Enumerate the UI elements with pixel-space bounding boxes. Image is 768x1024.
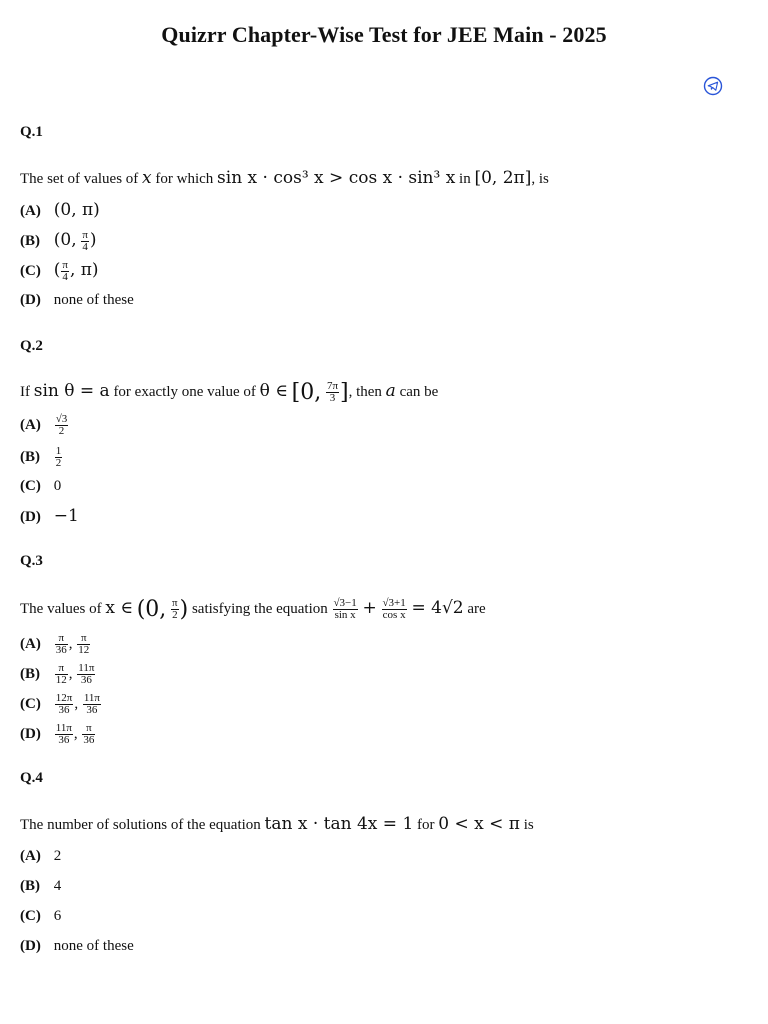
fraction-numerator: √3: [55, 413, 68, 425]
option-math-tail: , π): [69, 260, 99, 280]
stem-text: The set of values of: [20, 171, 139, 187]
option-text: 4: [53, 878, 62, 894]
fraction-numerator: √3+1: [382, 597, 406, 609]
fraction: [382, 598, 407, 621]
option-text: none of these: [53, 292, 134, 308]
option-b[interactable]: [20, 878, 61, 895]
option-label: (A): [20, 416, 41, 433]
fraction-denominator: 2: [172, 609, 178, 621]
equation-plus: +: [362, 597, 377, 618]
question-stem: [20, 597, 486, 622]
option-d[interactable]: [20, 506, 79, 526]
fraction-denominator: 36: [58, 704, 70, 716]
fraction-denominator: 12: [78, 644, 90, 656]
fraction-denominator: 4: [62, 271, 68, 284]
fraction: [55, 414, 69, 437]
stem-text: for which: [155, 171, 214, 187]
stem-text: is: [523, 817, 534, 833]
option-math: (0, π): [53, 200, 100, 220]
fraction-denominator: 36: [80, 674, 92, 686]
fraction-numerator: π: [172, 597, 178, 609]
option-label: (D): [20, 292, 41, 308]
fraction: [326, 381, 339, 404]
option-label: (A): [20, 635, 41, 652]
stem-condition: θ ∈: [259, 380, 288, 401]
question-number: Q.4: [20, 770, 43, 786]
fraction-denominator: 2: [58, 425, 65, 437]
option-a[interactable]: [20, 200, 100, 220]
fraction-numerator: 11π: [78, 662, 95, 674]
fraction-numerator: π: [55, 663, 68, 675]
fraction-numerator: 7π: [326, 380, 338, 392]
stem-text: If: [20, 383, 30, 400]
question-number: Q.1: [20, 124, 43, 140]
fraction: [81, 230, 89, 253]
option-label: (C): [20, 478, 41, 494]
fraction-denominator: 3: [329, 392, 336, 404]
fraction: [55, 663, 68, 686]
stem-text: The number of solutions of the equation: [20, 817, 261, 833]
option-label: (B): [20, 448, 40, 465]
option-b[interactable]: (B) $\frac{\pi}{12}$ , $\frac{11\pi}{36}$: [20, 662, 95, 686]
question-number: Q.3: [20, 553, 43, 569]
option-label: (C): [20, 908, 41, 924]
fraction-numerator: π: [82, 229, 88, 242]
stem-range: 0 < x < π: [438, 814, 520, 834]
stem-interval-close: ): [179, 597, 189, 622]
option-a[interactable]: (A) $\frac{\pi}{36}$ , $\frac{\pi}{12}$: [20, 632, 90, 656]
option-text: 6: [53, 908, 62, 924]
fraction-numerator: √3−1: [333, 597, 357, 609]
stem-interval-open: (0,: [136, 597, 167, 622]
fraction-numerator: 12π: [55, 692, 73, 704]
option-label: (B): [20, 878, 40, 894]
option-d[interactable]: [20, 938, 134, 955]
fraction-denominator: 12: [55, 674, 67, 686]
option-label: (B): [20, 665, 40, 682]
fraction-numerator: π: [77, 633, 90, 645]
option-math-close: ): [89, 230, 97, 250]
stem-math: sin x · cos³ x > cos x · sin³ x: [217, 168, 456, 188]
question-number: Q.2: [20, 338, 43, 354]
fraction-denominator: 36: [58, 734, 70, 746]
fraction: [55, 693, 74, 716]
fraction-denominator: 36: [86, 704, 98, 716]
fraction: [61, 260, 69, 283]
stem-interval: [0, 2π]: [474, 168, 532, 188]
stem-text: , then: [348, 383, 382, 400]
question-4: [20, 770, 748, 960]
question-2: [20, 338, 748, 528]
fraction: [55, 633, 68, 656]
option-math-open: (0,: [53, 230, 77, 250]
fraction-denominator: 4: [82, 241, 88, 254]
question-3: [20, 553, 748, 753]
option-a[interactable]: [20, 848, 61, 865]
fraction-denominator: sin x: [334, 609, 356, 621]
option-label: (D): [20, 509, 41, 525]
fraction: [82, 723, 95, 746]
option-b[interactable]: [20, 230, 97, 253]
question-stem: [20, 380, 438, 405]
fraction: [83, 693, 101, 716]
stem-text: for: [417, 817, 435, 833]
option-c[interactable]: [20, 478, 61, 495]
option-math: −1: [53, 506, 79, 526]
fraction-numerator: 11π: [55, 722, 72, 734]
fraction-denominator: 2: [55, 457, 62, 469]
stem-condition: x ∈: [105, 597, 133, 618]
option-a[interactable]: [20, 414, 69, 437]
fraction-numerator: 11π: [83, 692, 100, 704]
stem-text: in: [459, 171, 471, 187]
stem-text: The values of: [20, 600, 102, 617]
stem-interval-open: [0,: [291, 380, 322, 405]
fraction-denominator: 36: [83, 734, 95, 746]
fraction: [55, 723, 73, 746]
stem-interval-close: ]: [340, 380, 349, 405]
fraction-numerator: 1: [55, 445, 62, 457]
question-stem: [20, 168, 549, 188]
fraction: [171, 598, 179, 621]
question-stem: [20, 814, 534, 834]
option-label: (C): [20, 263, 41, 279]
fraction-numerator: π: [55, 633, 68, 645]
telegram-icon[interactable]: [703, 76, 723, 96]
option-d[interactable]: [20, 292, 134, 309]
option-label: (D): [20, 725, 41, 742]
option-label: (C): [20, 695, 41, 712]
stem-text: for exactly one value of: [113, 383, 256, 400]
fraction: [77, 663, 95, 686]
stem-text: are: [467, 600, 486, 617]
fraction: [333, 598, 358, 621]
option-label: (A): [20, 848, 41, 864]
option-label: (B): [20, 233, 40, 249]
fraction-denominator: 36: [55, 644, 67, 656]
stem-text: , is: [531, 171, 549, 187]
option-label: (D): [20, 938, 41, 954]
option-c[interactable]: (C) $\frac{12\pi}{36}$ , $\frac{11\pi}{36}$: [20, 692, 100, 716]
fraction: [77, 633, 90, 656]
option-c[interactable]: [20, 908, 61, 925]
stem-text: can be: [399, 383, 439, 400]
option-text: none of these: [53, 938, 134, 954]
question-1: [20, 124, 748, 324]
stem-variable: a: [385, 380, 396, 401]
page-title: Quizrr Chapter-Wise Test for JEE Main - 2025: [161, 22, 607, 47]
equation-rhs: = 4√2: [411, 597, 464, 618]
stem-variable: x: [142, 168, 152, 188]
option-label: (A): [20, 203, 41, 219]
fraction-numerator: π: [62, 259, 68, 272]
option-d[interactable]: (D) $\frac{11\pi}{36}$ , $\frac{\pi}{36}$: [20, 722, 95, 746]
option-text: 2: [53, 848, 62, 864]
option-b[interactable]: [20, 446, 63, 469]
stem-math: sin θ = a: [33, 380, 110, 401]
fraction: [55, 446, 63, 469]
option-c[interactable]: (C) ( $\frac{\pi}{4}$ , π): [20, 259, 99, 284]
stem-text: satisfying the equation: [191, 600, 328, 617]
fraction-denominator: cos x: [382, 609, 406, 621]
fraction-numerator: π: [82, 723, 95, 735]
stem-math: tan x · tan 4x = 1: [264, 814, 414, 834]
option-text: 0: [53, 478, 62, 494]
